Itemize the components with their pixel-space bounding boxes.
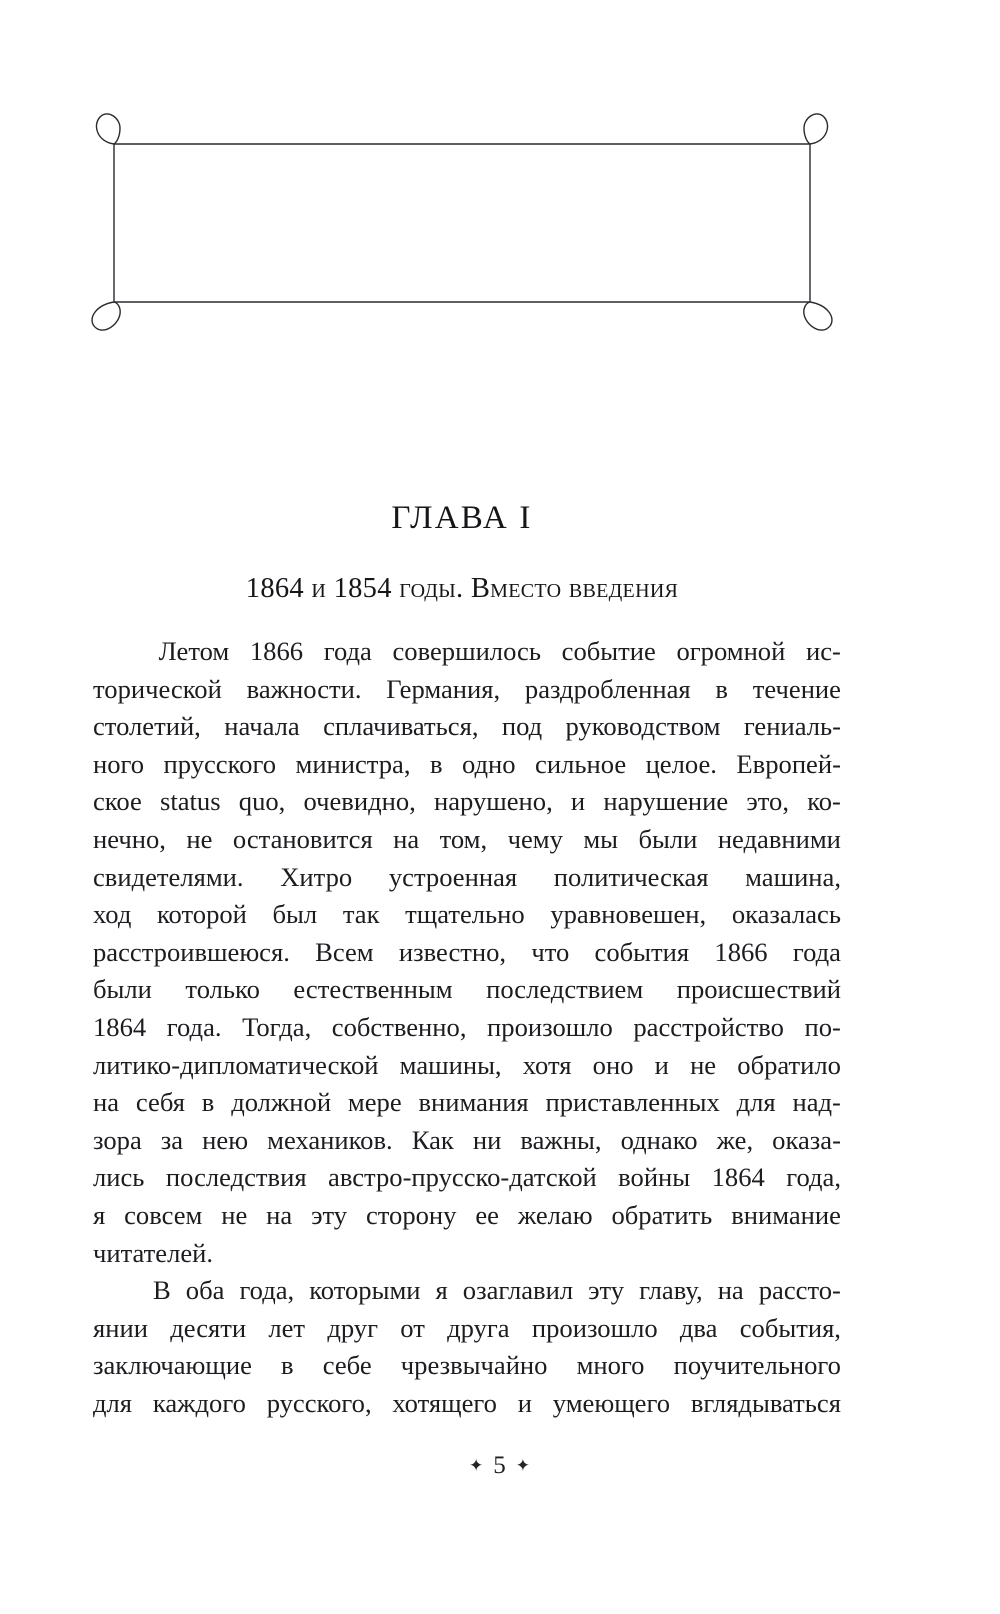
- word: ко-: [807, 786, 841, 817]
- word: Германия,: [386, 673, 501, 704]
- word: приставленных: [545, 1087, 720, 1118]
- text-line: [93, 899, 841, 937]
- word: машины,: [399, 1049, 502, 1080]
- word: так: [342, 899, 380, 930]
- word: сторону: [365, 1199, 457, 1230]
- word: Как: [411, 1124, 454, 1155]
- word: по-: [804, 1011, 841, 1042]
- word: главу,: [639, 1275, 703, 1306]
- word: каждого: [152, 1387, 246, 1418]
- word: же,: [716, 1124, 754, 1155]
- paragraph-2: [93, 1275, 841, 1425]
- text-line: [93, 674, 841, 712]
- word: были: [93, 974, 152, 1005]
- word: литико-дипломатической: [93, 1049, 379, 1080]
- word: происшествий: [676, 974, 841, 1005]
- chapter-title: ГЛАВА I: [391, 500, 533, 536]
- word: мере: [347, 1087, 402, 1118]
- word: ис-: [806, 636, 841, 666]
- word: это,: [746, 786, 789, 817]
- word: торической: [93, 673, 222, 704]
- word: желаю: [517, 1199, 593, 1230]
- word: оба: [185, 1275, 225, 1306]
- word: Тогда,: [242, 1011, 312, 1042]
- text-line: [93, 974, 841, 1012]
- text-line: [93, 1162, 841, 1200]
- diamond-ornament-left: ✦: [469, 1456, 485, 1475]
- word: события: [594, 936, 690, 967]
- word: над-: [792, 1087, 841, 1118]
- word: для: [736, 1087, 776, 1118]
- word: нарушено,: [433, 786, 553, 817]
- text-line: [93, 937, 841, 975]
- word: что: [531, 936, 570, 967]
- word: ни: [472, 1124, 502, 1155]
- text-line: [93, 1125, 841, 1163]
- text-line: [93, 1050, 841, 1088]
- word: должной: [231, 1087, 332, 1118]
- word: не: [221, 1199, 248, 1230]
- word: расстроившеюся.: [93, 936, 290, 967]
- text-line: [93, 1087, 841, 1125]
- word: события,: [739, 1312, 841, 1343]
- text-line: [93, 1350, 841, 1388]
- word: года,: [239, 1275, 295, 1306]
- chapter-heading-block: [92, 500, 832, 606]
- word: ного: [93, 748, 145, 779]
- word: нечно,: [93, 823, 166, 854]
- word: войны: [618, 1162, 691, 1193]
- text-line: [93, 1200, 841, 1238]
- text-line: [93, 1275, 841, 1313]
- word: течение: [752, 673, 841, 704]
- word: которой: [156, 899, 247, 930]
- word: на: [266, 1199, 293, 1230]
- word: мы: [583, 823, 619, 854]
- word: 1864: [711, 1162, 765, 1193]
- text-line: [93, 1012, 841, 1050]
- word: хотящего: [392, 1387, 497, 1418]
- word: машина,: [745, 861, 841, 892]
- word: Европей-: [736, 748, 841, 779]
- word: огромной: [676, 636, 786, 666]
- word: политическая: [553, 861, 709, 892]
- word: много: [576, 1350, 645, 1381]
- word: озаглавил: [462, 1275, 574, 1306]
- decorative-frame-ornament: [92, 112, 832, 327]
- word: сплачиваться,: [323, 711, 479, 742]
- word: целое.: [645, 748, 717, 779]
- word: за: [160, 1124, 184, 1155]
- word: недавними: [717, 823, 841, 854]
- word: 1866: [714, 936, 768, 967]
- word: на: [393, 823, 420, 854]
- word: одно: [461, 748, 516, 779]
- word: от: [400, 1312, 425, 1343]
- word: года: [792, 936, 841, 967]
- word: года,: [786, 1162, 841, 1193]
- word: уравновешен,: [550, 899, 707, 930]
- word: я: [435, 1275, 448, 1306]
- word: устроенная: [388, 861, 518, 892]
- word: нею: [202, 1124, 249, 1155]
- word: в: [429, 748, 443, 779]
- word: в: [201, 1087, 215, 1118]
- word: важности.: [246, 673, 362, 704]
- word: 1864: [93, 1011, 147, 1042]
- word: вглядываться: [690, 1387, 841, 1418]
- word: внимания: [418, 1087, 529, 1118]
- word: был: [272, 899, 318, 930]
- word: оно: [592, 1049, 634, 1080]
- word: свидетелями.: [93, 861, 244, 892]
- word: произошло: [487, 1011, 613, 1042]
- word: читателей.: [93, 1237, 214, 1268]
- word: механиков.: [267, 1124, 393, 1155]
- word: лись: [93, 1162, 145, 1193]
- word: лет: [268, 1312, 306, 1343]
- text-line: [93, 1313, 841, 1351]
- word: произошло: [531, 1312, 658, 1343]
- word: совершилось: [392, 636, 541, 666]
- word: зора: [93, 1124, 142, 1155]
- word: года.: [166, 1011, 222, 1042]
- word: года: [323, 636, 372, 666]
- chapter-subtitle: 1864 и 1854 годы. Вместо введения: [245, 573, 679, 605]
- word: Летом: [158, 636, 230, 666]
- diamond-ornament-right: ✦: [515, 1456, 531, 1475]
- word: обратить: [611, 1199, 713, 1230]
- word: событие: [561, 636, 656, 666]
- word: янии: [93, 1312, 148, 1343]
- word: ее: [475, 1199, 499, 1230]
- word: только: [185, 974, 260, 1005]
- word: естественным: [293, 974, 453, 1005]
- text-line: [93, 786, 841, 824]
- word: заключающие: [93, 1350, 252, 1381]
- word: известно,: [398, 936, 507, 967]
- word: том,: [439, 823, 488, 854]
- word: австро-прусско-датской: [328, 1162, 597, 1193]
- word: нарушение: [603, 786, 729, 817]
- word: министра,: [295, 748, 411, 779]
- text-line: [93, 711, 841, 749]
- word: на: [717, 1275, 744, 1306]
- word: десяти: [170, 1312, 247, 1343]
- word: quo,: [238, 786, 286, 817]
- word: в: [281, 1350, 294, 1381]
- word: и: [517, 1387, 532, 1418]
- word: тщательно: [405, 899, 525, 930]
- text-line: [93, 824, 841, 862]
- word: начала: [224, 711, 300, 742]
- word: очевидно,: [303, 786, 416, 817]
- word: поучительного: [673, 1350, 841, 1381]
- word: расстройство: [633, 1011, 784, 1042]
- word: последствия: [165, 1162, 307, 1193]
- word: эту: [311, 1199, 348, 1230]
- word: ское: [93, 786, 142, 817]
- word: однако: [620, 1124, 698, 1155]
- word: для: [93, 1387, 133, 1418]
- word: умеющего: [552, 1387, 671, 1418]
- word: чему: [507, 823, 563, 854]
- word: оказа-: [772, 1124, 841, 1155]
- text-line: [93, 862, 841, 900]
- word: эту: [588, 1275, 625, 1306]
- word: и: [654, 1049, 669, 1080]
- text-line: [93, 636, 841, 674]
- word: которыми: [309, 1275, 421, 1306]
- word: русского,: [266, 1387, 372, 1418]
- word: сильное: [535, 748, 627, 779]
- word: себя: [135, 1087, 185, 1118]
- word: друга: [447, 1312, 510, 1343]
- word: оказалась: [731, 899, 841, 930]
- word: рассто-: [758, 1275, 841, 1306]
- word: собственно,: [331, 1011, 467, 1042]
- word: Хитро: [280, 861, 353, 892]
- word: обратило: [737, 1049, 841, 1080]
- text-line: [93, 1238, 841, 1276]
- word: под: [501, 711, 543, 742]
- word: руководством: [565, 711, 721, 742]
- word: раздробленная: [524, 673, 691, 704]
- page-number: 5: [493, 1452, 507, 1479]
- word: status: [160, 786, 221, 817]
- page-folio: [0, 1452, 1000, 1480]
- word: хотя: [522, 1049, 572, 1080]
- word: остановится: [232, 823, 373, 854]
- word: чрезвычайно: [400, 1350, 548, 1381]
- body-text: [93, 636, 841, 1425]
- word: гениаль-: [743, 711, 841, 742]
- word: друг: [327, 1312, 379, 1343]
- word: совсем: [124, 1199, 203, 1230]
- word: Всем: [315, 936, 374, 967]
- word: прусского: [163, 748, 277, 779]
- word: были: [638, 823, 698, 854]
- text-line: [93, 1388, 841, 1426]
- word: я: [93, 1199, 106, 1230]
- text-line: [93, 749, 841, 787]
- word: 1866: [249, 636, 304, 666]
- word: себе: [322, 1350, 372, 1381]
- word: последствием: [486, 974, 644, 1005]
- paragraph-1: [93, 636, 841, 1275]
- word: не: [690, 1049, 717, 1080]
- word: В: [153, 1275, 171, 1306]
- word: и: [570, 786, 586, 817]
- word: не: [186, 823, 213, 854]
- word: важны,: [520, 1124, 602, 1155]
- word: на: [93, 1087, 120, 1118]
- word: два: [679, 1312, 718, 1343]
- word: ход: [93, 899, 132, 930]
- word: в: [715, 673, 728, 704]
- word: внимание: [731, 1199, 841, 1230]
- word: столетий,: [93, 711, 201, 742]
